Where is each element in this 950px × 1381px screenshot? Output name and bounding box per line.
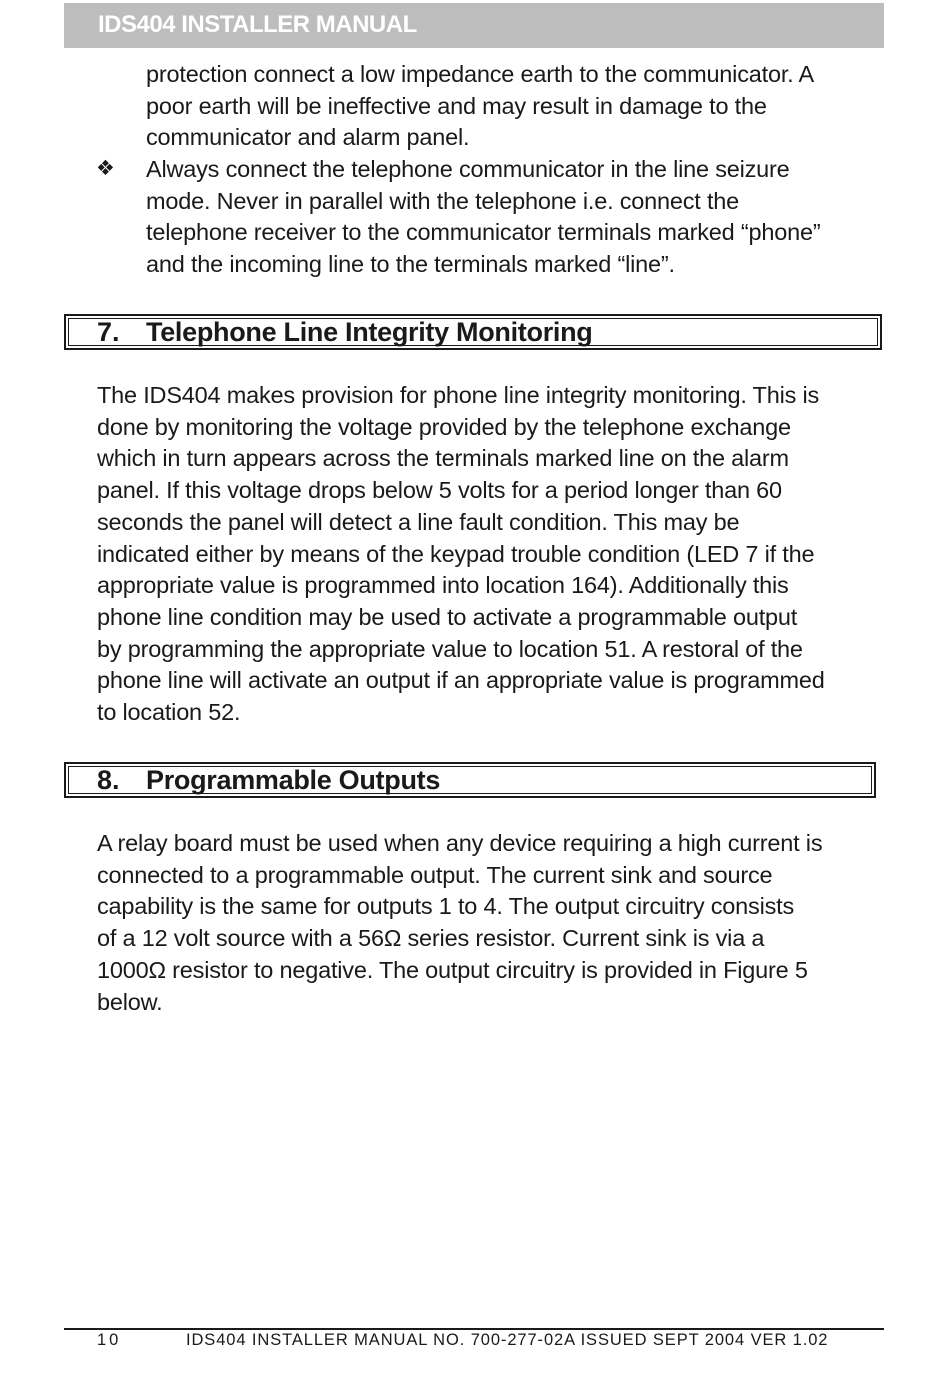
text-line: below.	[97, 988, 163, 1015]
text-line: Always connect the telephone communicator in the line seizure	[146, 156, 790, 182]
section-8-paragraph	[97, 828, 822, 1018]
section-number: 7.	[97, 317, 120, 347]
text-line: to location 52.	[97, 699, 241, 726]
text-line: telephone receiver to the communicator terminals marked “phone”	[146, 219, 821, 246]
text-line: communicator and alarm panel.	[146, 124, 470, 151]
section-8-heading	[64, 762, 876, 798]
text-line: and the incoming line to the terminals marked “line”.	[146, 251, 675, 278]
bullet-diamond-icon: ❖	[96, 156, 115, 180]
text-line: The IDS404 makes provision for phone line integrity monitoring. This is	[97, 382, 820, 408]
text-line: by programming the appropriate value to location 51. A restoral of the	[97, 635, 803, 662]
text-line: mode. Never in parallel with the telephone i.e. connect the	[146, 187, 740, 214]
text-line: capability is the same for outputs 1 to 4. The output circuitry consists	[97, 893, 795, 920]
text-line: poor earth will be ineffective and may result in damage to the	[146, 92, 767, 119]
section-title: Programmable Outputs	[146, 765, 441, 795]
text-line: panel. If this voltage drops below 5 volts for a period longer than 60	[97, 477, 782, 504]
text-line: phone line will activate an output if an appropriate value is programmed	[97, 667, 825, 694]
page-header	[64, 3, 884, 48]
page-number: 10	[97, 1331, 122, 1349]
bullet-paragraph	[146, 154, 820, 281]
text-line: of a 12 volt source with a 56Ω series resistor. Current sink is via a	[97, 925, 765, 952]
text-line: protection connect a low impedance earth to the communicator. A	[146, 61, 814, 87]
intro-continued-paragraph	[146, 59, 814, 154]
text-line: 1000Ω resistor to negative. The output circuitry is provided in Figure 5	[97, 956, 808, 983]
section-7-heading	[64, 314, 882, 350]
text-line: indicated either by means of the keypad trouble condition (LED 7 if the	[97, 540, 815, 567]
footer-rule	[64, 1328, 884, 1330]
text-line: appropriate value is programmed into location 164). Additionally this	[97, 572, 789, 599]
text-line: done by monitoring the voltage provided by the telephone exchange	[97, 413, 791, 440]
footer-text: IDS404 INSTALLER MANUAL NO. 700-277-02A ISSUED SEPT 2004 VER 1.02	[186, 1331, 829, 1349]
section-number: 8.	[97, 765, 120, 795]
text-line: seconds the panel will detect a line fault condition. This may be	[97, 508, 740, 535]
section-title: Telephone Line Integrity Monitoring	[146, 317, 593, 347]
text-line: phone line condition may be used to activate a programmable output	[97, 603, 798, 630]
header-title: IDS404 INSTALLER MANUAL	[98, 11, 417, 38]
text-line: connected to a programmable output. The current sink and source	[97, 861, 773, 888]
text-line: A relay board must be used when any device requiring a high current is	[97, 830, 823, 856]
text-line: which in turn appears across the terminals marked line on the alarm	[97, 445, 789, 472]
section-7-paragraph	[97, 380, 825, 729]
